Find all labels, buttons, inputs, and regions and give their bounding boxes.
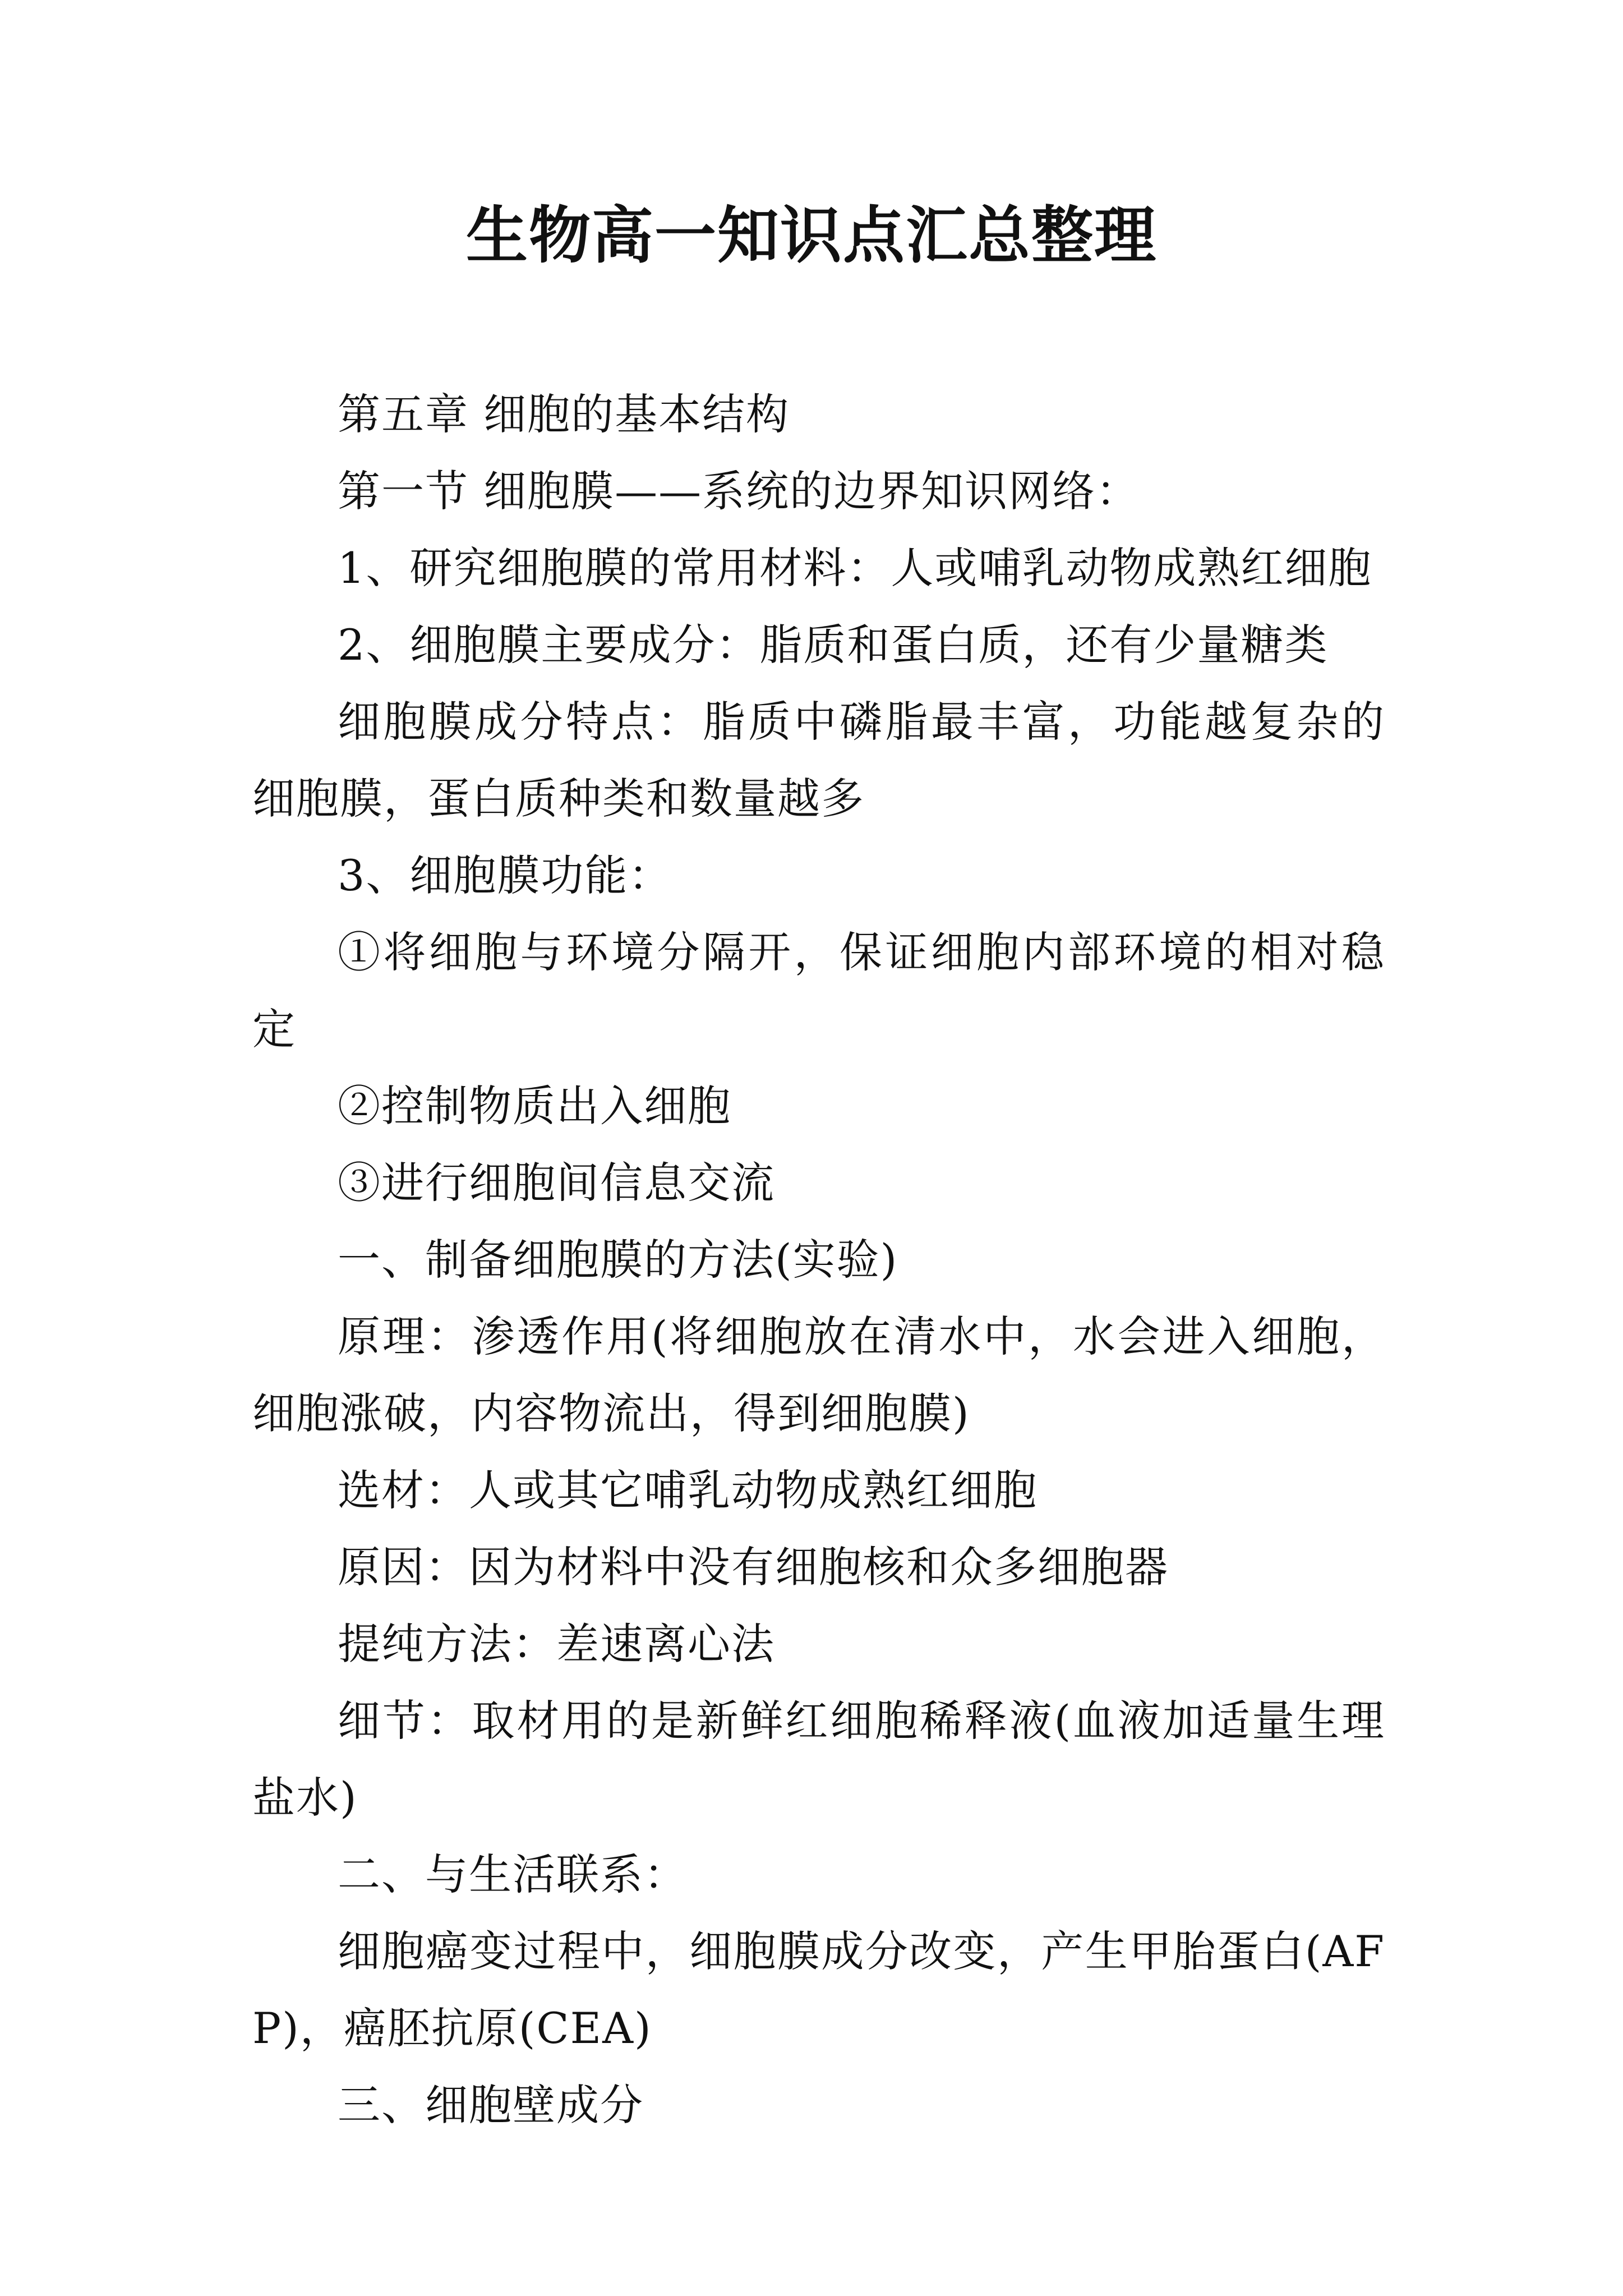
paragraph: 细胞癌变过程中，细胞膜成分改变，产生甲胎蛋白(AFP)，癌胚抗原(CEA)	[252, 1926, 1385, 2053]
paragraph: 3、细胞膜功能：	[338, 850, 672, 900]
paragraph: 提纯方法：差速离心法	[338, 1619, 775, 1669]
document-body	[252, 376, 1385, 2143]
paragraph: 1、研究细胞膜的常用材料：人或哺乳动物成熟红细胞	[338, 543, 1372, 593]
paragraph: 原因：因为材料中没有细胞核和众多细胞器	[338, 1542, 1169, 1592]
paragraph: 细胞膜成分特点：脂质中磷脂最丰富，功能越复杂的细胞膜，蛋白质种类和数量越多	[252, 697, 1385, 823]
paragraph: 原理：渗透作用(将细胞放在清水中，水会进入细胞，细胞涨破，内容物流出，得到细胞膜)	[252, 1312, 1385, 1438]
subsection-heading: 一、制备细胞膜的方法(实验)	[338, 1235, 898, 1285]
list-item: ①将细胞与环境分隔开，保证细胞内部环境的相对稳定	[252, 927, 1385, 1054]
paragraph: 选材：人或其它哺乳动物成熟红细胞	[338, 1465, 1038, 1515]
section-heading: 第一节 细胞膜——系统的边界知识网络：	[338, 466, 1140, 516]
paragraph: 细节：取材用的是新鲜红细胞稀释液(血液加适量生理盐水)	[252, 1696, 1385, 1823]
chapter-heading: 第五章 细胞的基本结构	[338, 389, 790, 439]
subsection-heading: 二、与生活联系：	[338, 1849, 688, 1899]
paragraph: 2、细胞膜主要成分：脂质和蛋白质，还有少量糖类	[338, 620, 1329, 670]
list-item: ③进行细胞间信息交流	[338, 1158, 775, 1208]
list-item: ②控制物质出入细胞	[338, 1081, 731, 1131]
subsection-heading: 三、细胞壁成分	[338, 2080, 644, 2130]
document-title: 生物高一知识点汇总整理	[466, 199, 1157, 272]
